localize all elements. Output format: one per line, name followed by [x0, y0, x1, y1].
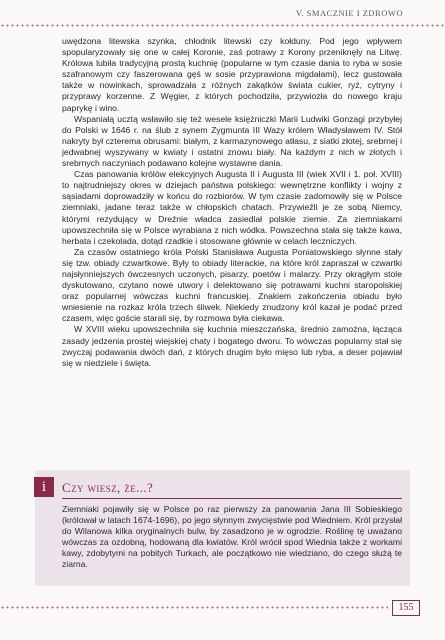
running-header: V. SMACZNIE I ZDROWO	[295, 8, 403, 18]
page-number: 155	[392, 600, 420, 616]
paragraph: Czas panowania królów elekcyjnych Augusta II i Augusta III (wiek XVII i 1. poł. XVIII) to najtrudniejszy okres w dziejach państwa polskiego: wewnętrzne konflikty i wojny z sąsiadami doprowadziły w końcu do rozbiorów. W tym czasie zadomowiły się w Polsce ziemniaki, jadane teraz także w chłopskich chatach. Przywieźli je ze sobą Niemcy, którymi rezydujący w Dreźnie władca zasiedlał polskie ziemie. Za ziemniakami upowszechniła się w Polsce wyrabiana z nich wódka. Powszechna stała się także kawa, herbata i czekolada, dotąd rzadkie i stosowane głównie w celach leczniczych.	[62, 169, 402, 246]
paragraph: Za czasów ostatniego króla Polski Stanisława Augusta Poniatowskiego słynne stały się tzw. obiady czwartkowe. Były to obiady literackie, na które król zapraszał w czwartki najsłynniejszych ówczesnych uczonych, pisarzy, poetów i malarzy. Przy okrągłym stole dyskutowano, czytano nowe utwory i delektowano się potrawami kuchni staropolskiej oraz popularnej wówczas kuchni francuskiej. Znakiem zakończenia obiadu było wniesienie na rozkaz króla trzech śliwek. Niekiedy znudzony król kazał je podać przed czasem, więc goście starali się, by rozmowa była ciekawa.	[62, 246, 402, 324]
paragraph: uwędzona litewska szynka, chłodnik litewski czy kołduny. Pod jego wpływem spopularyzowały się one w całej Koronie, zaś potrawy z Korony przeniknęły na Litwę. Królowa lubiła tradycyjną prostą kuchnię (popularne w tym czasie dania to ryba w sosie szafranowym czy faszerowana gęś w sosie przyprawiona migdałami), lecz gustowała także w nowinkach, sprowadzała z różnych zakątków świata cukier, ryż, cytryny i przyprawy korzenne. Z Węgier, z których pochodziła, przywiozła do nowego kraju paprykę i wino.	[62, 36, 402, 113]
paragraph: W XVIII wieku upowszechniła się kuchnia mieszczańska, średnio zamożna, łącząca zasady jedzenia prostej wiejskiej chaty i bogatego dworu. To wówczas popularny stał się zwyczaj podawania dwóch dań, z których drugim było mięso lub ryba, a deser pojawiał się w niedziele i święta.	[62, 324, 402, 368]
paragraph: Wspaniałą ucztą wsławiło się też wesele księżniczki Marii Ludwiki Gonzagi przybyłej do Polski w 1646 r. na ślub z synem Zygmunta III Wazy królem Władysławem IV. Stół nakryty był czterema obrusami: białym, z karmazynowego atłasu, z siatki złotej, srebrnej i jedwabnej wyszywany w kwiaty i ostatni znowu biały. Na każdym z nich w złotych i srebrnych naczyniach podawano kolejne wystawne dania.	[62, 113, 402, 169]
info-box-rule	[62, 498, 402, 499]
info-box-text: Ziemniaki pojawiły się w Polsce po raz pierwszy za panowania Jana III Sobieskiego (królował w latach 1674-1696), po jego słynnym zwycięstwie pod Wiedniem. Król przysłał do Wilanowa kilka oryginalnych bulw, by zasadzono je w ogrodzie. Roślinę tę uważano wówczas za ozdobną, hodowaną dla kwiatów. Król wrócił spod Wiednia także z workami kawy, zdobytymi na pobitych Turkach, ale początkowo nie wiedziano, do czego służą te ziarna.	[62, 504, 402, 570]
main-text	[62, 36, 402, 369]
info-box-heading: Czy wiesz, że...?	[62, 480, 154, 495]
header-dotted-rule	[0, 24, 445, 27]
info-icon: i	[34, 477, 54, 497]
footer-dotted-rule	[0, 606, 388, 609]
